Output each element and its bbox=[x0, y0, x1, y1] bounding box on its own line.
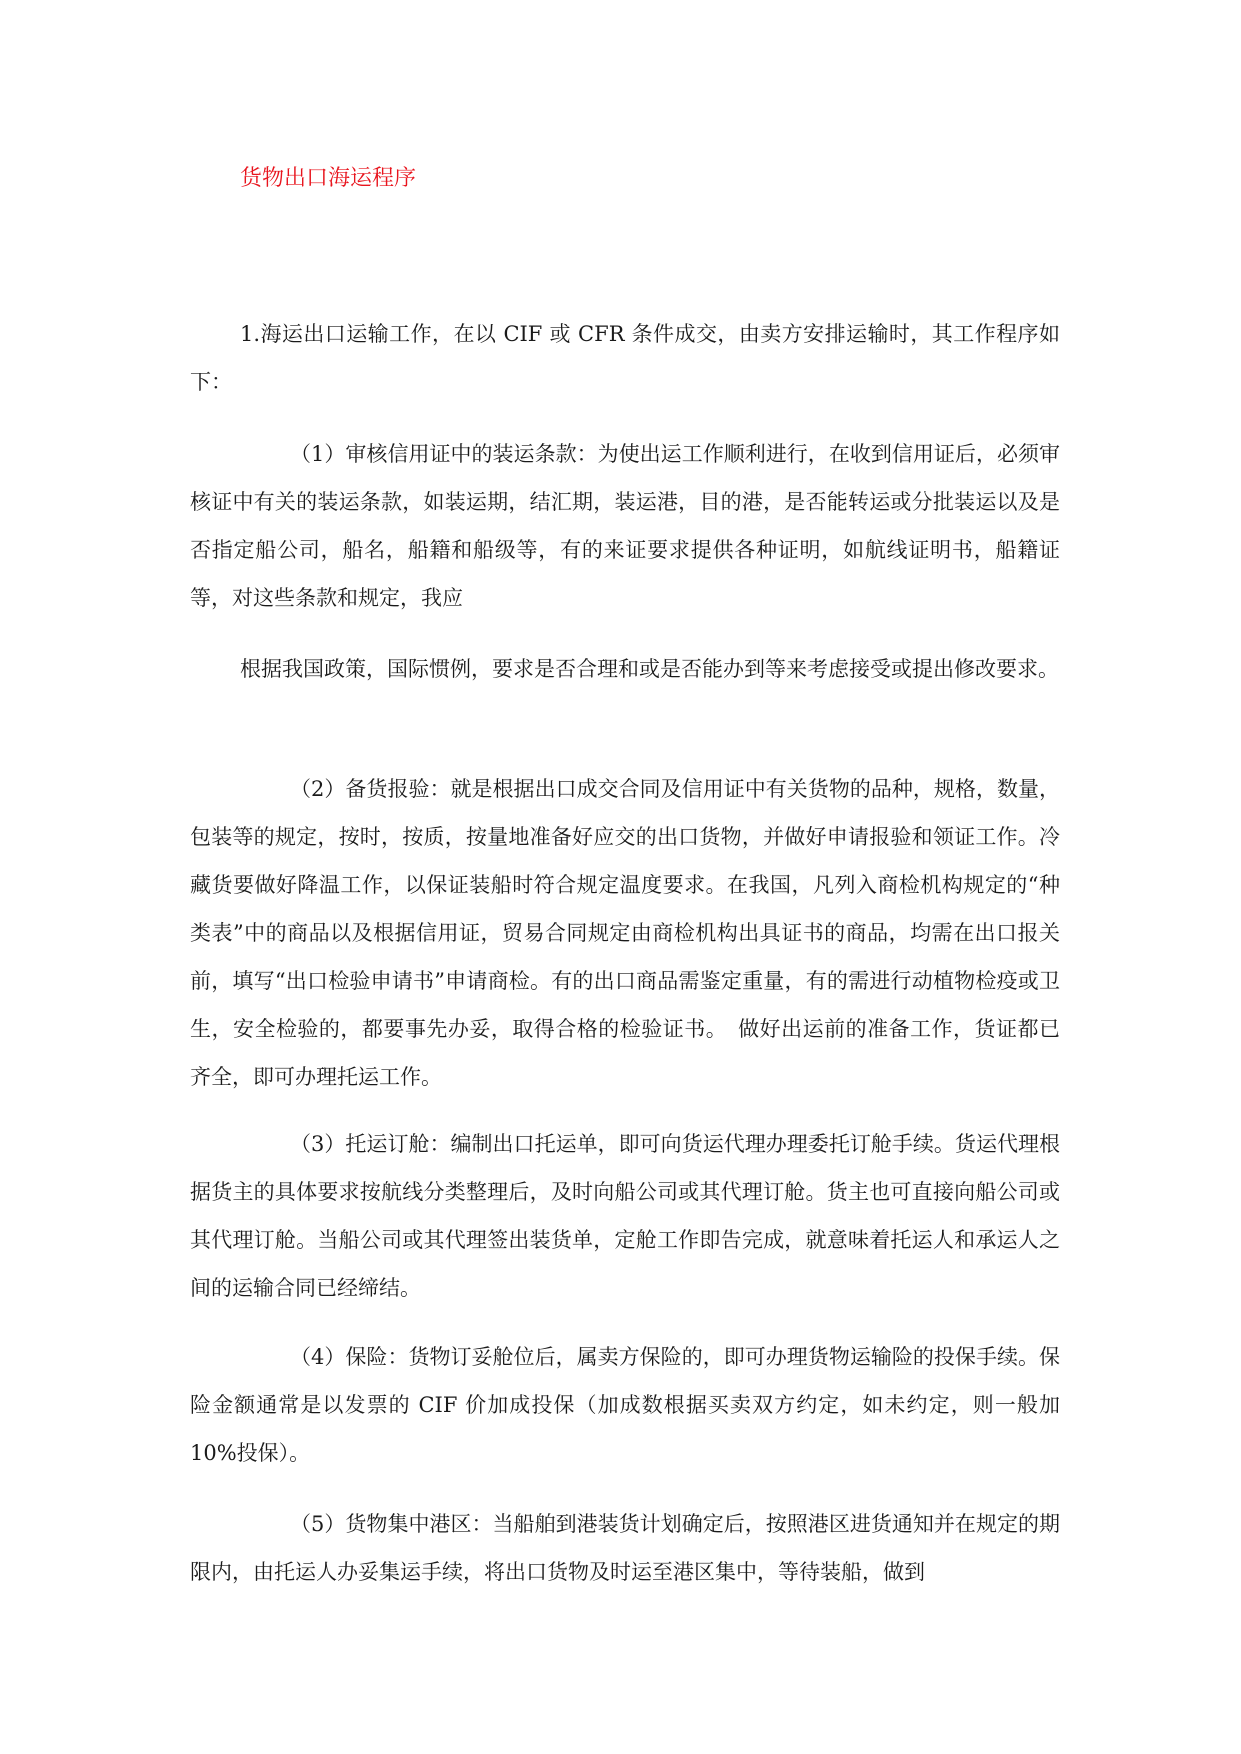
document-title: 货物出口海运程序 bbox=[240, 166, 417, 191]
paragraph-goods-inspection: （2）备货报验：就是根据出口成交合同及信用证中有关货物的品种，规格，数量，包装等的规定，按时，按质，按量地准备好应交的出口货物，并做好申请报验和领证工作。冷藏货要做好降温工作，以保证装船时符合规定温度要求。在我国，凡列入商检机构规定的“种类表”中的商品以及根据信用证，贸易合同规定由商检机构出具证书的商品，均需在出口报关前，填写“出口检验申请书”申请商检。有的出口商品需鉴定重量，有的需进行动植物检疫或卫生，安全检验的，都要事先办妥，取得合格的检验证书。 做好出运前的准备工作，货证都已齐全，即可办理托运工作。 bbox=[190, 777, 1060, 1089]
paragraph-intro: 1.海运出口运输工作，在以 CIF 或 CFR 条件成交，由卖方安排运输时，其工作程序如下： bbox=[190, 322, 1060, 394]
paragraph-insurance: （4）保险：货物订妥舱位后，属卖方保险的，即可办理货物运输险的投保手续。保险金额通常是以发票的 CIF 价加成投保（加成数根据买卖双方约定，如未约定，则一般加 10%投保）。 bbox=[190, 1345, 1060, 1465]
paragraph-shipping-clause-review-continued: 根据我国政策，国际惯例，要求是否合理和或是否能办到等来考虑接受或提出修改要求。 bbox=[240, 657, 1059, 681]
paragraph-shipping-clause-review: （1）审核信用证中的装运条款：为使出运工作顺利进行，在收到信用证后，必须审核证中有关的装运条款，如装运期，结汇期，装运港，目的港，是否能转运或分批装运以及是否指定船公司，船名，船籍和船级等，有的来证要求提供各种证明，如航线证明书，船籍证等，对这些条款和规定，我应 bbox=[190, 442, 1060, 610]
paragraph-booking: （3）托运订舱：编制出口托运单，即可向货运代理办理委托订舱手续。货运代理根据货主的具体要求按航线分类整理后，及时向船公司或其代理订舱。货主也可直接向船公司或其代理订舱。当船公司或其代理签出装货单，定舱工作即告完成，就意味着托运人和承运人之间的运输合同已经缔结。 bbox=[190, 1132, 1060, 1300]
paragraph-port-collection: （5）货物集中港区：当船舶到港装货计划确定后，按照港区进货通知并在规定的期限内，由托运人办妥集运手续，将出口货物及时运至港区集中，等待装船，做到 bbox=[190, 1512, 1060, 1584]
